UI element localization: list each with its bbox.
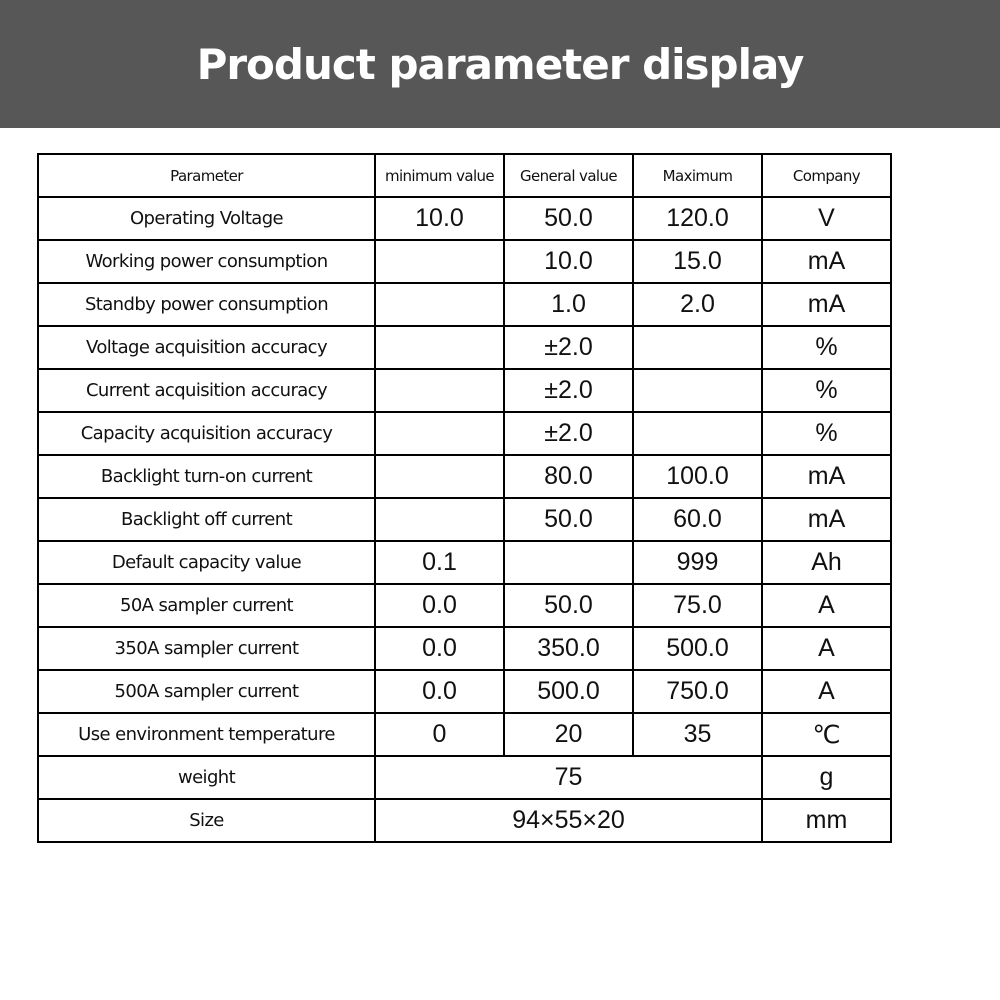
general-value-cell: 1.0 bbox=[504, 283, 633, 326]
unit-cell: ℃ bbox=[762, 713, 891, 756]
table-row bbox=[38, 627, 891, 670]
page-title: Product parameter display bbox=[196, 39, 804, 89]
parameter-name-cell: weight bbox=[38, 756, 375, 799]
table-row bbox=[38, 240, 891, 283]
maximum-value-cell: 999 bbox=[633, 541, 762, 584]
general-value-cell: 500.0 bbox=[504, 670, 633, 713]
parameter-name-cell: 350A sampler current bbox=[38, 627, 375, 670]
maximum-value-cell: 60.0 bbox=[633, 498, 762, 541]
minimum-value-cell: 10.0 bbox=[375, 197, 504, 240]
maximum-value-cell bbox=[633, 326, 762, 369]
parameter-name-cell: Backlight off current bbox=[38, 498, 375, 541]
general-value-cell bbox=[504, 541, 633, 584]
unit-cell: mm bbox=[762, 799, 891, 842]
table-row bbox=[38, 197, 891, 240]
maximum-value-cell: 2.0 bbox=[633, 283, 762, 326]
general-value-cell: 10.0 bbox=[504, 240, 633, 283]
unit-cell: V bbox=[762, 197, 891, 240]
unit-cell: mA bbox=[762, 455, 891, 498]
general-value-cell: 50.0 bbox=[504, 584, 633, 627]
minimum-value-cell bbox=[375, 412, 504, 455]
minimum-value-cell bbox=[375, 283, 504, 326]
maximum-value-cell bbox=[633, 412, 762, 455]
minimum-value-cell: 0.0 bbox=[375, 670, 504, 713]
table-row bbox=[38, 713, 891, 756]
table-body bbox=[38, 197, 891, 842]
parameter-name-cell: Current acquisition accuracy bbox=[38, 369, 375, 412]
minimum-value-cell: 0 bbox=[375, 713, 504, 756]
table-row bbox=[38, 799, 891, 842]
parameter-name-cell: 50A sampler current bbox=[38, 584, 375, 627]
maximum-value-cell: 15.0 bbox=[633, 240, 762, 283]
general-value-cell: ±2.0 bbox=[504, 412, 633, 455]
table-row bbox=[38, 670, 891, 713]
table-row bbox=[38, 541, 891, 584]
parameter-name-cell: 500A sampler current bbox=[38, 670, 375, 713]
unit-cell: % bbox=[762, 369, 891, 412]
general-value-cell: 20 bbox=[504, 713, 633, 756]
maximum-value-cell: 750.0 bbox=[633, 670, 762, 713]
parameter-name-cell: Capacity acquisition accuracy bbox=[38, 412, 375, 455]
maximum-value-cell: 120.0 bbox=[633, 197, 762, 240]
unit-cell: mA bbox=[762, 240, 891, 283]
minimum-value-cell bbox=[375, 369, 504, 412]
general-value-cell: ±2.0 bbox=[504, 369, 633, 412]
minimum-value-cell bbox=[375, 455, 504, 498]
parameter-name-cell: Voltage acquisition accuracy bbox=[38, 326, 375, 369]
table-row bbox=[38, 326, 891, 369]
general-value-cell: 80.0 bbox=[504, 455, 633, 498]
unit-cell: A bbox=[762, 670, 891, 713]
unit-cell: A bbox=[762, 627, 891, 670]
parameter-name-cell: Operating Voltage bbox=[38, 197, 375, 240]
minimum-value-cell bbox=[375, 326, 504, 369]
table-row bbox=[38, 498, 891, 541]
unit-cell: mA bbox=[762, 283, 891, 326]
merged-value-cell: 94×55×20 bbox=[375, 799, 762, 842]
title-banner bbox=[0, 0, 1000, 128]
parameter-name-cell: Backlight turn-on current bbox=[38, 455, 375, 498]
unit-cell: % bbox=[762, 412, 891, 455]
parameter-name-cell: Standby power consumption bbox=[38, 283, 375, 326]
parameter-name-cell: Use environment temperature bbox=[38, 713, 375, 756]
general-value-cell: 350.0 bbox=[504, 627, 633, 670]
header-company: Company bbox=[762, 154, 891, 197]
maximum-value-cell: 500.0 bbox=[633, 627, 762, 670]
header-maximum: Maximum bbox=[633, 154, 762, 197]
unit-cell: Ah bbox=[762, 541, 891, 584]
table-header-row bbox=[38, 154, 891, 197]
header-minimum-value: minimum value bbox=[375, 154, 504, 197]
general-value-cell: 50.0 bbox=[504, 498, 633, 541]
maximum-value-cell bbox=[633, 369, 762, 412]
table-row bbox=[38, 584, 891, 627]
table-row bbox=[38, 756, 891, 799]
table-row bbox=[38, 455, 891, 498]
header-general-value: General value bbox=[504, 154, 633, 197]
general-value-cell: 50.0 bbox=[504, 197, 633, 240]
parameter-name-cell: Default capacity value bbox=[38, 541, 375, 584]
table-row bbox=[38, 369, 891, 412]
parameter-table bbox=[37, 153, 892, 843]
minimum-value-cell: 0.0 bbox=[375, 584, 504, 627]
maximum-value-cell: 35 bbox=[633, 713, 762, 756]
maximum-value-cell: 75.0 bbox=[633, 584, 762, 627]
parameter-name-cell: Working power consumption bbox=[38, 240, 375, 283]
minimum-value-cell: 0.1 bbox=[375, 541, 504, 584]
merged-value-cell: 75 bbox=[375, 756, 762, 799]
table-row bbox=[38, 283, 891, 326]
minimum-value-cell bbox=[375, 498, 504, 541]
minimum-value-cell: 0.0 bbox=[375, 627, 504, 670]
minimum-value-cell bbox=[375, 240, 504, 283]
unit-cell: A bbox=[762, 584, 891, 627]
unit-cell: mA bbox=[762, 498, 891, 541]
table-row bbox=[38, 412, 891, 455]
unit-cell: % bbox=[762, 326, 891, 369]
header-parameter: Parameter bbox=[38, 154, 375, 197]
maximum-value-cell: 100.0 bbox=[633, 455, 762, 498]
parameter-name-cell: Size bbox=[38, 799, 375, 842]
general-value-cell: ±2.0 bbox=[504, 326, 633, 369]
unit-cell: g bbox=[762, 756, 891, 799]
